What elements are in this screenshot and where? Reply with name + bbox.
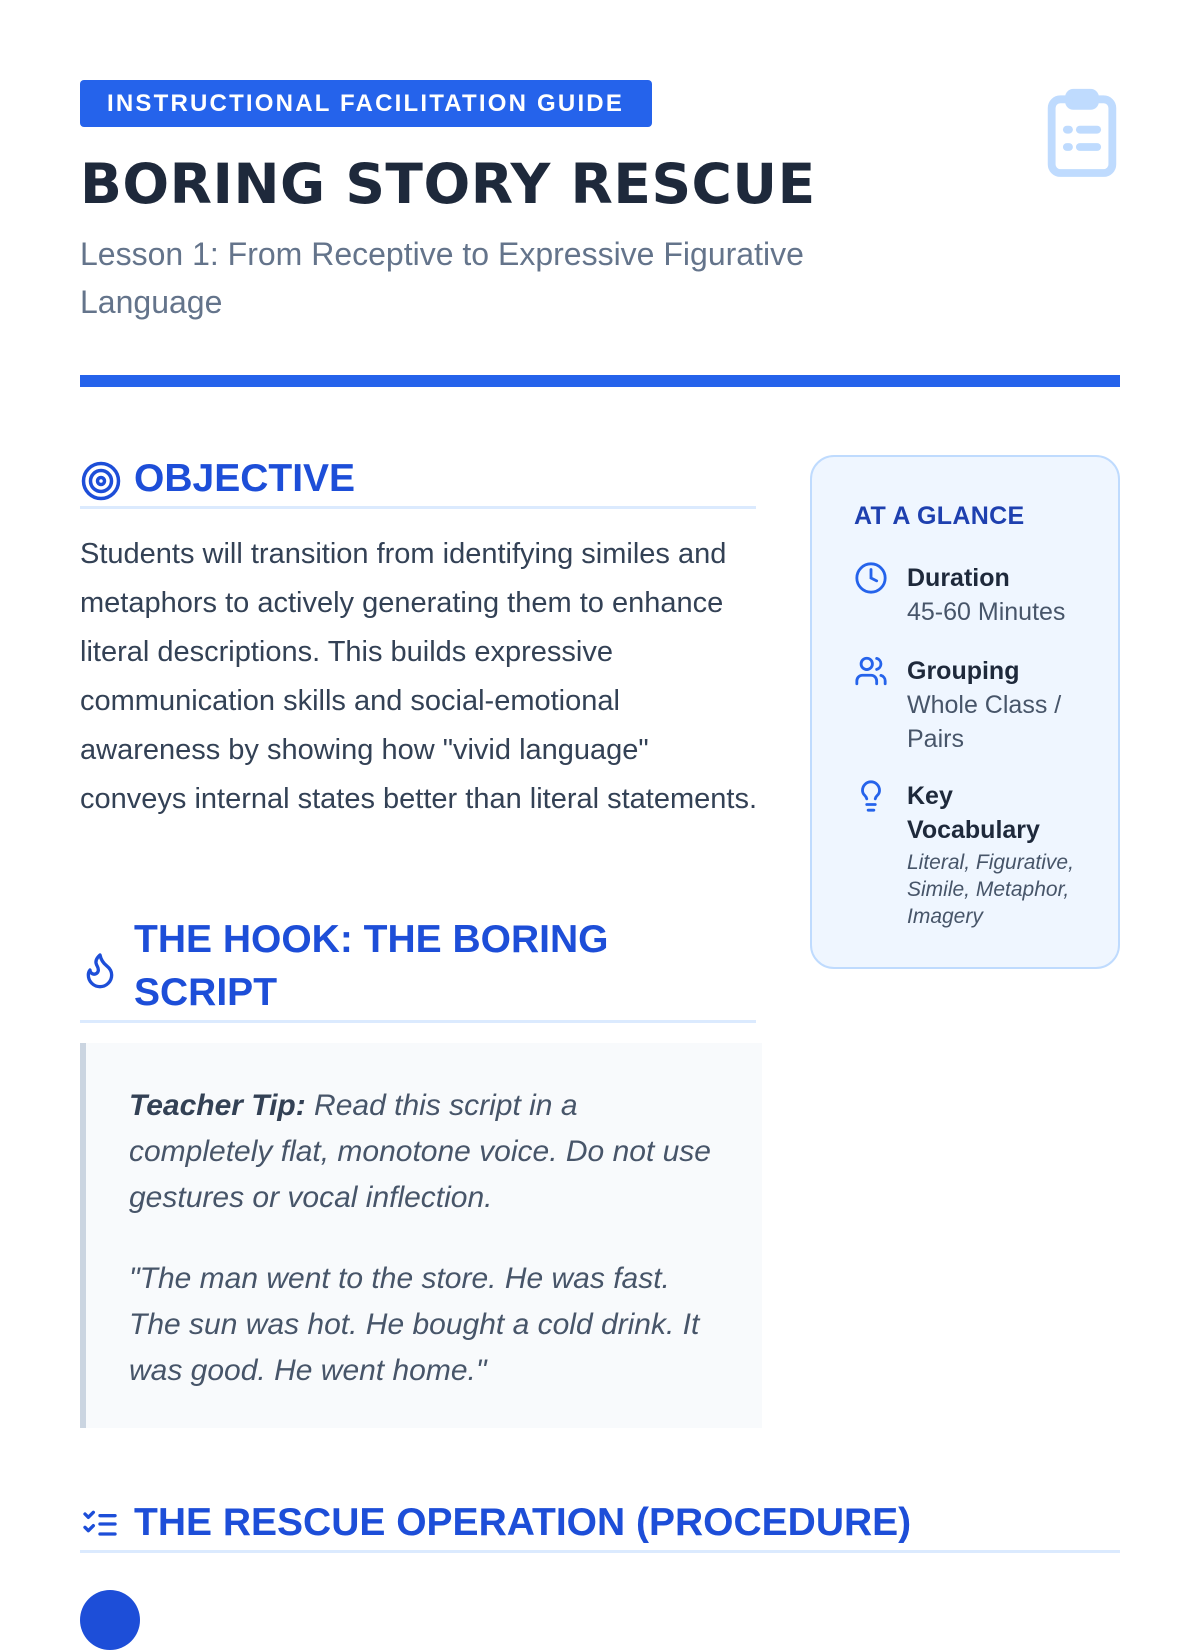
hook-heading: THE HOOK: THE BORING SCRIPT: [134, 918, 609, 1014]
lesson-subtitle: Lesson 1: From Receptive to Expressive Figurative Language: [80, 236, 804, 320]
users-icon: [854, 654, 888, 688]
clipboard-list-icon: [1030, 82, 1134, 186]
hook-heading-block: [80, 913, 756, 1023]
clock-icon: [854, 561, 888, 595]
teacher-tip: [129, 1083, 729, 1221]
glance-vocabulary: [854, 779, 1104, 929]
step-number-badge: [80, 1590, 140, 1650]
teacher-tip-text: Read this script in a completely flat, monotone voice. Do not use gestures or vocal inflection.: [129, 1089, 711, 1214]
grouping-label: Grouping: [907, 657, 1020, 685]
vocabulary-label: Key Vocabulary: [907, 782, 1040, 844]
target-icon: [80, 460, 122, 502]
at-a-glance-panel: [810, 455, 1120, 969]
checklist-icon: [80, 1504, 120, 1544]
objective-heading-block: [80, 452, 756, 509]
page-title: BORING STORY RESCUE: [80, 152, 816, 216]
objective-text: Students will transition from identifying similes and metaphors to actively generating them to enhance literal descriptions. This builds expressive communication skills and social-emotional awareness by showing how "vivid language" conveys internal states better than literal statements.: [80, 538, 758, 815]
duration-value: 45-60 Minutes: [907, 598, 1066, 626]
boring-script-text: "The man went to the store. He was fast. The sun was hot. He bought a cold drink. It was good. He went home.": [129, 1262, 700, 1387]
teacher-tip-callout: [80, 1043, 762, 1428]
grouping-value: Whole Class / Pairs: [907, 691, 1062, 753]
vocabulary-value: Literal, Figurative, Simile, Metaphor, Imagery: [907, 851, 1074, 928]
lightbulb-icon: [854, 779, 888, 813]
lesson-guide-page: [80, 0, 1120, 1600]
procedure-heading-block: [80, 1496, 1120, 1553]
guide-type-badge: INSTRUCTIONAL FACILITATION GUIDE: [80, 80, 652, 127]
flame-icon: [80, 950, 120, 990]
objective-heading: OBJECTIVE: [134, 457, 356, 500]
glance-duration: [854, 561, 1104, 631]
at-a-glance-title: AT A GLANCE: [854, 502, 1025, 530]
glance-grouping: [854, 654, 1104, 758]
procedure-heading: THE RESCUE OPERATION (PROCEDURE): [134, 1501, 912, 1544]
duration-label: Duration: [907, 564, 1010, 592]
teacher-tip-label: Teacher Tip:: [129, 1089, 306, 1122]
header-divider: [80, 375, 1120, 387]
